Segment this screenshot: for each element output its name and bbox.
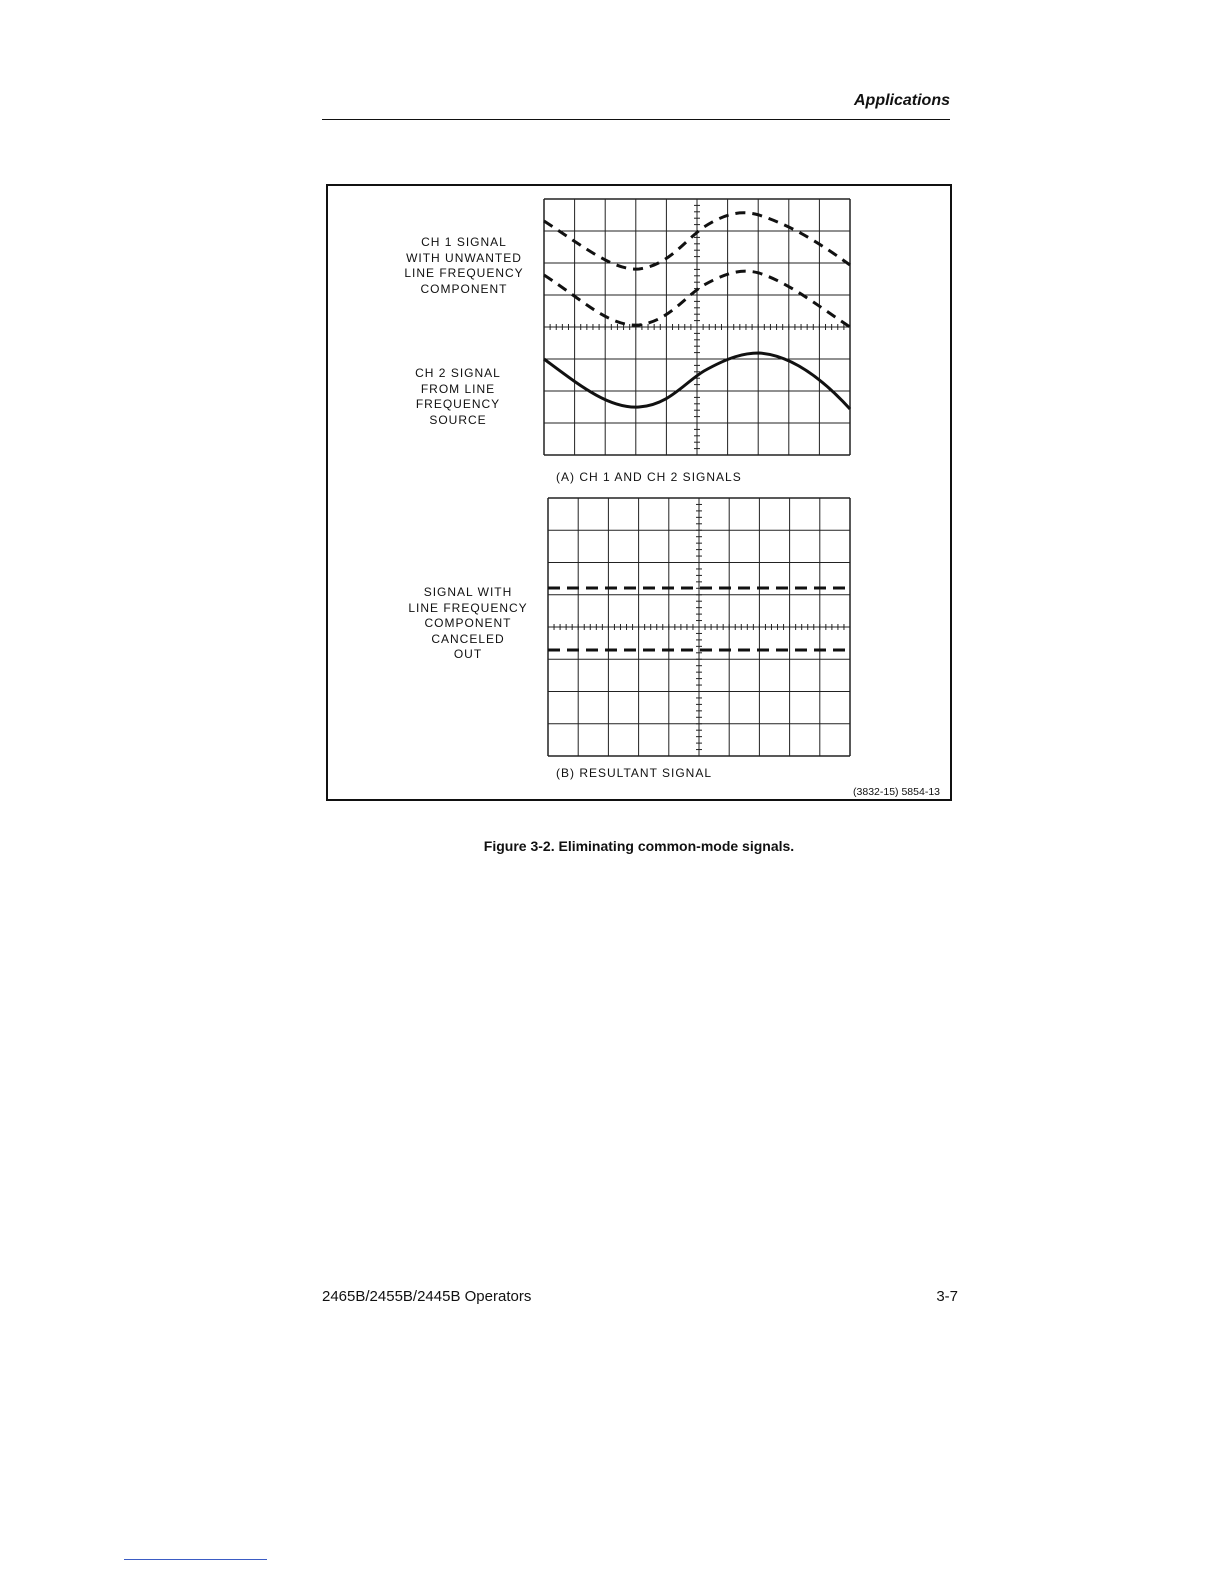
panel-a-caption: (A) CH 1 AND CH 2 SIGNALS <box>556 470 742 484</box>
ch1-label-line: WITH UNWANTED <box>406 250 522 265</box>
running-head: Applications <box>853 92 950 109</box>
ch2-label-line: CH 2 SIGNAL <box>415 366 501 380</box>
panel-a-graticule <box>544 199 850 455</box>
panel-b-caption: (B) RESULTANT SIGNAL <box>556 766 713 780</box>
panel-b-graticule <box>548 498 850 756</box>
footer-rule <box>124 1559 267 1560</box>
header-rule <box>322 119 950 120</box>
ch1-label-line: CH 1 SIGNAL <box>421 235 507 249</box>
footer-page-number: 3-7 <box>936 1288 958 1305</box>
ch2-label-line: SOURCE <box>429 412 487 427</box>
panel-b-label-line: CANCELED <box>431 631 505 646</box>
resultant-signal-label <box>398 585 538 663</box>
ch1-label-line: LINE FREQUENCY <box>404 266 524 280</box>
ch2-label-line: FROM LINE <box>420 381 496 396</box>
figure-code: (3832-15) 5854-13 <box>853 786 940 798</box>
panel-b-label-line: LINE FREQUENCY <box>408 600 528 615</box>
panel-b-label-line: OUT <box>453 647 483 661</box>
panel-b-label-line: COMPONENT <box>424 616 512 630</box>
ch1-signal-label <box>398 235 530 297</box>
footer-manual-title: 2465B/2455B/2445B Operators <box>322 1288 532 1305</box>
panel-b-label-line: SIGNAL WITH <box>423 585 513 599</box>
ch2-label-line: FREQUENCY <box>415 397 501 411</box>
ch1-label-line: COMPONENT <box>420 281 508 296</box>
ch2-signal-label <box>398 366 518 428</box>
figure-title: Figure 3-2. Eliminating common-mode signals. <box>483 838 795 854</box>
